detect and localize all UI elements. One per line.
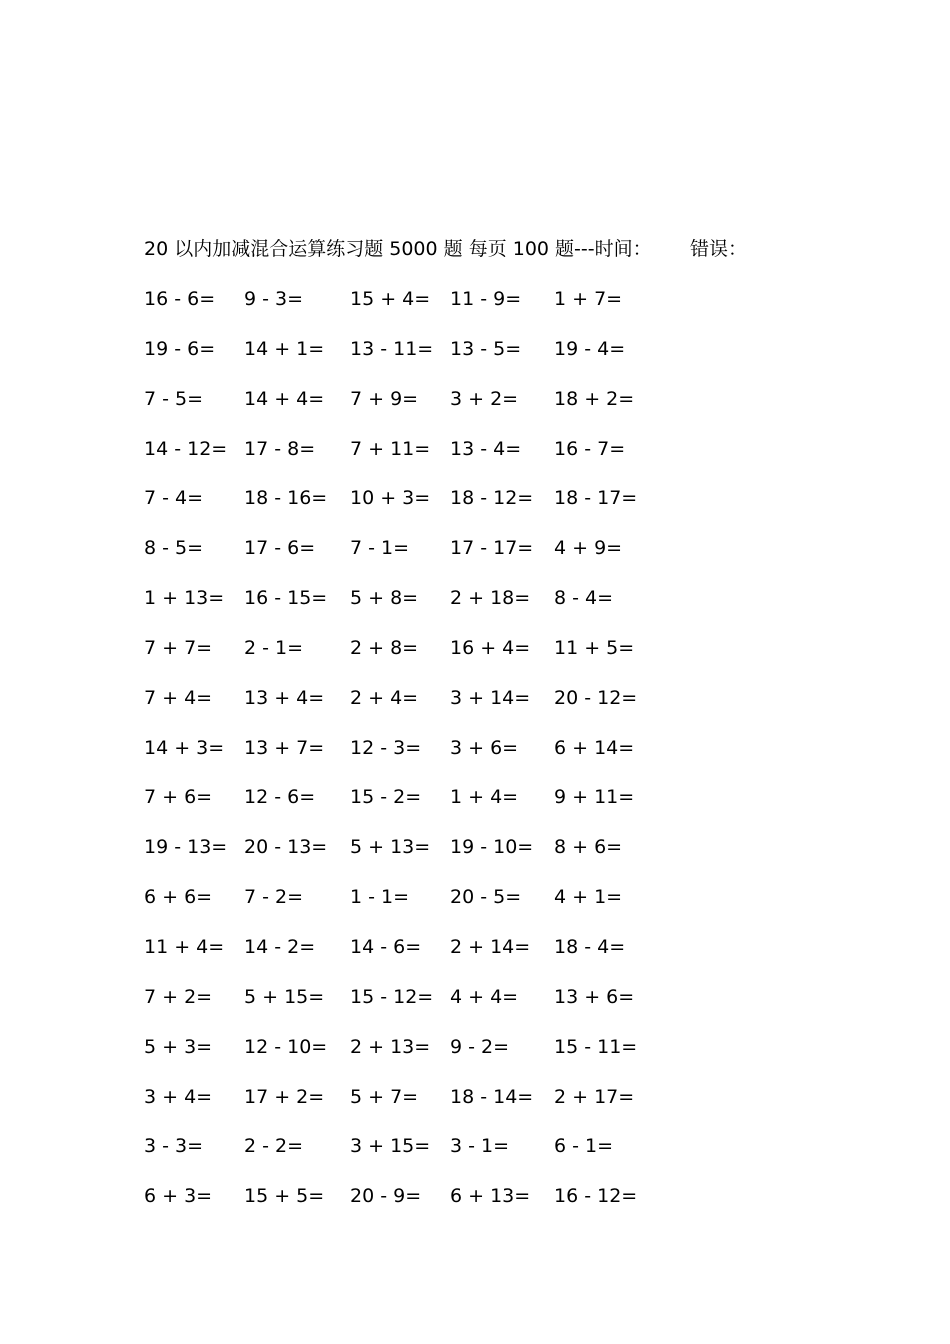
problem: 17 - 8= [244,437,316,460]
problem-row [144,884,704,934]
problem: 5 + 15= [244,985,325,1008]
problem: 12 - 3= [350,736,422,759]
problem: 1 + 13= [144,587,225,610]
problem-row [144,735,704,785]
problem: 2 + 4= [350,686,419,709]
problem: 4 + 4= [450,985,519,1008]
problem: 7 - 2= [244,886,304,909]
problem: 5 + 7= [350,1085,419,1108]
problem-row [144,1034,704,1084]
problem-row [144,286,704,336]
problem: 15 - 12= [350,985,434,1008]
errors-label: 错误： [690,238,748,260]
problem: 7 + 4= [144,686,213,709]
problem: 20 - 12= [554,686,638,709]
problem: 7 - 5= [144,387,204,410]
problem: 2 - 2= [244,1135,304,1158]
problem: 18 - 4= [554,935,626,958]
problem: 2 - 1= [244,636,304,659]
problem: 18 - 14= [450,1085,534,1108]
problem: 1 - 1= [350,886,410,909]
problem: 12 - 6= [244,786,316,809]
problem-row [144,635,704,685]
problem-grid [144,286,704,1233]
problem: 7 + 2= [144,985,213,1008]
problem: 3 + 4= [144,1085,213,1108]
problem: 11 + 4= [144,935,225,958]
problem: 8 + 6= [554,836,623,859]
problem: 7 + 7= [144,636,213,659]
problem: 20 - 5= [450,886,522,909]
problem: 6 + 6= [144,886,213,909]
problem: 14 + 4= [244,387,325,410]
problem: 14 + 3= [144,736,225,759]
problem: 9 - 2= [450,1035,510,1058]
problem: 7 - 4= [144,487,204,510]
problem: 16 - 12= [554,1185,638,1208]
problem: 1 + 4= [450,786,519,809]
problem: 6 + 14= [554,736,635,759]
problem: 20 - 13= [244,836,328,859]
problem: 2 + 13= [350,1035,431,1058]
problem: 3 + 14= [450,686,531,709]
problem-row [144,1183,704,1233]
problem-row [144,934,704,984]
problem-row [144,535,704,585]
problem-row [144,984,704,1034]
problem-row [144,336,704,386]
problem-row [144,1133,704,1183]
problem: 9 - 3= [244,288,304,310]
problem: 3 + 15= [350,1135,431,1158]
problem: 4 + 1= [554,886,623,909]
problem: 16 - 15= [244,587,328,610]
worksheet-title: 20 以内加减混合运算练习题 5000 题 每页 100 题---时间： [144,238,652,260]
problem-row [144,1084,704,1134]
problem: 18 - 12= [450,487,534,510]
problem: 3 + 6= [450,736,519,759]
problem: 14 - 6= [350,935,422,958]
problem-row [144,386,704,436]
problem: 19 - 4= [554,337,626,360]
problem: 2 + 8= [350,636,419,659]
problem-row [144,685,704,735]
problem: 2 + 18= [450,587,531,610]
problem: 13 + 6= [554,985,635,1008]
problem: 18 - 16= [244,487,328,510]
problem: 6 + 3= [144,1185,213,1208]
problem: 7 + 9= [350,387,419,410]
problem: 14 - 12= [144,437,228,460]
problem: 9 + 11= [554,786,635,809]
problem-row [144,784,704,834]
problem: 18 - 17= [554,487,638,510]
problem: 7 - 1= [350,537,410,560]
problem: 15 - 2= [350,786,422,809]
problem: 12 - 10= [244,1035,328,1058]
problem: 5 + 8= [350,587,419,610]
problem: 13 - 4= [450,437,522,460]
problem: 18 + 2= [554,387,635,410]
problem: 3 + 2= [450,387,519,410]
problem: 4 + 9= [554,537,623,560]
problem: 17 - 17= [450,537,534,560]
problem: 17 + 2= [244,1085,325,1108]
problem: 13 + 4= [244,686,325,709]
problem: 8 - 4= [554,587,614,610]
problem-row [144,585,704,635]
problem: 14 + 1= [244,337,325,360]
problem: 14 - 2= [244,935,316,958]
problem-row [144,436,704,486]
problem: 5 + 3= [144,1035,213,1058]
problem: 15 + 4= [350,288,431,310]
problem: 19 - 13= [144,836,228,859]
problem: 10 + 3= [350,487,431,510]
problem: 7 + 6= [144,786,213,809]
problem: 3 - 3= [144,1135,204,1158]
problem: 11 + 5= [554,636,635,659]
problem: 6 - 1= [554,1135,614,1158]
problem-row [144,485,704,535]
problem: 2 + 17= [554,1085,635,1108]
problem: 15 - 11= [554,1035,638,1058]
problem: 19 - 6= [144,337,216,360]
problem: 6 + 13= [450,1185,531,1208]
problem: 15 + 5= [244,1185,325,1208]
problem: 5 + 13= [350,836,431,859]
problem-row [144,834,704,884]
problem: 16 + 4= [450,636,531,659]
problem: 17 - 6= [244,537,316,560]
problem: 8 - 5= [144,537,204,560]
problem: 16 - 7= [554,437,626,460]
problem: 13 + 7= [244,736,325,759]
problem: 13 - 11= [350,337,434,360]
problem: 2 + 14= [450,935,531,958]
problem: 11 - 9= [450,288,522,310]
problem: 20 - 9= [350,1185,422,1208]
problem: 3 - 1= [450,1135,510,1158]
problem: 7 + 11= [350,437,431,460]
worksheet-header [144,236,748,262]
problem: 1 + 7= [554,288,623,310]
problem: 19 - 10= [450,836,534,859]
problem: 16 - 6= [144,288,216,310]
problem: 13 - 5= [450,337,522,360]
